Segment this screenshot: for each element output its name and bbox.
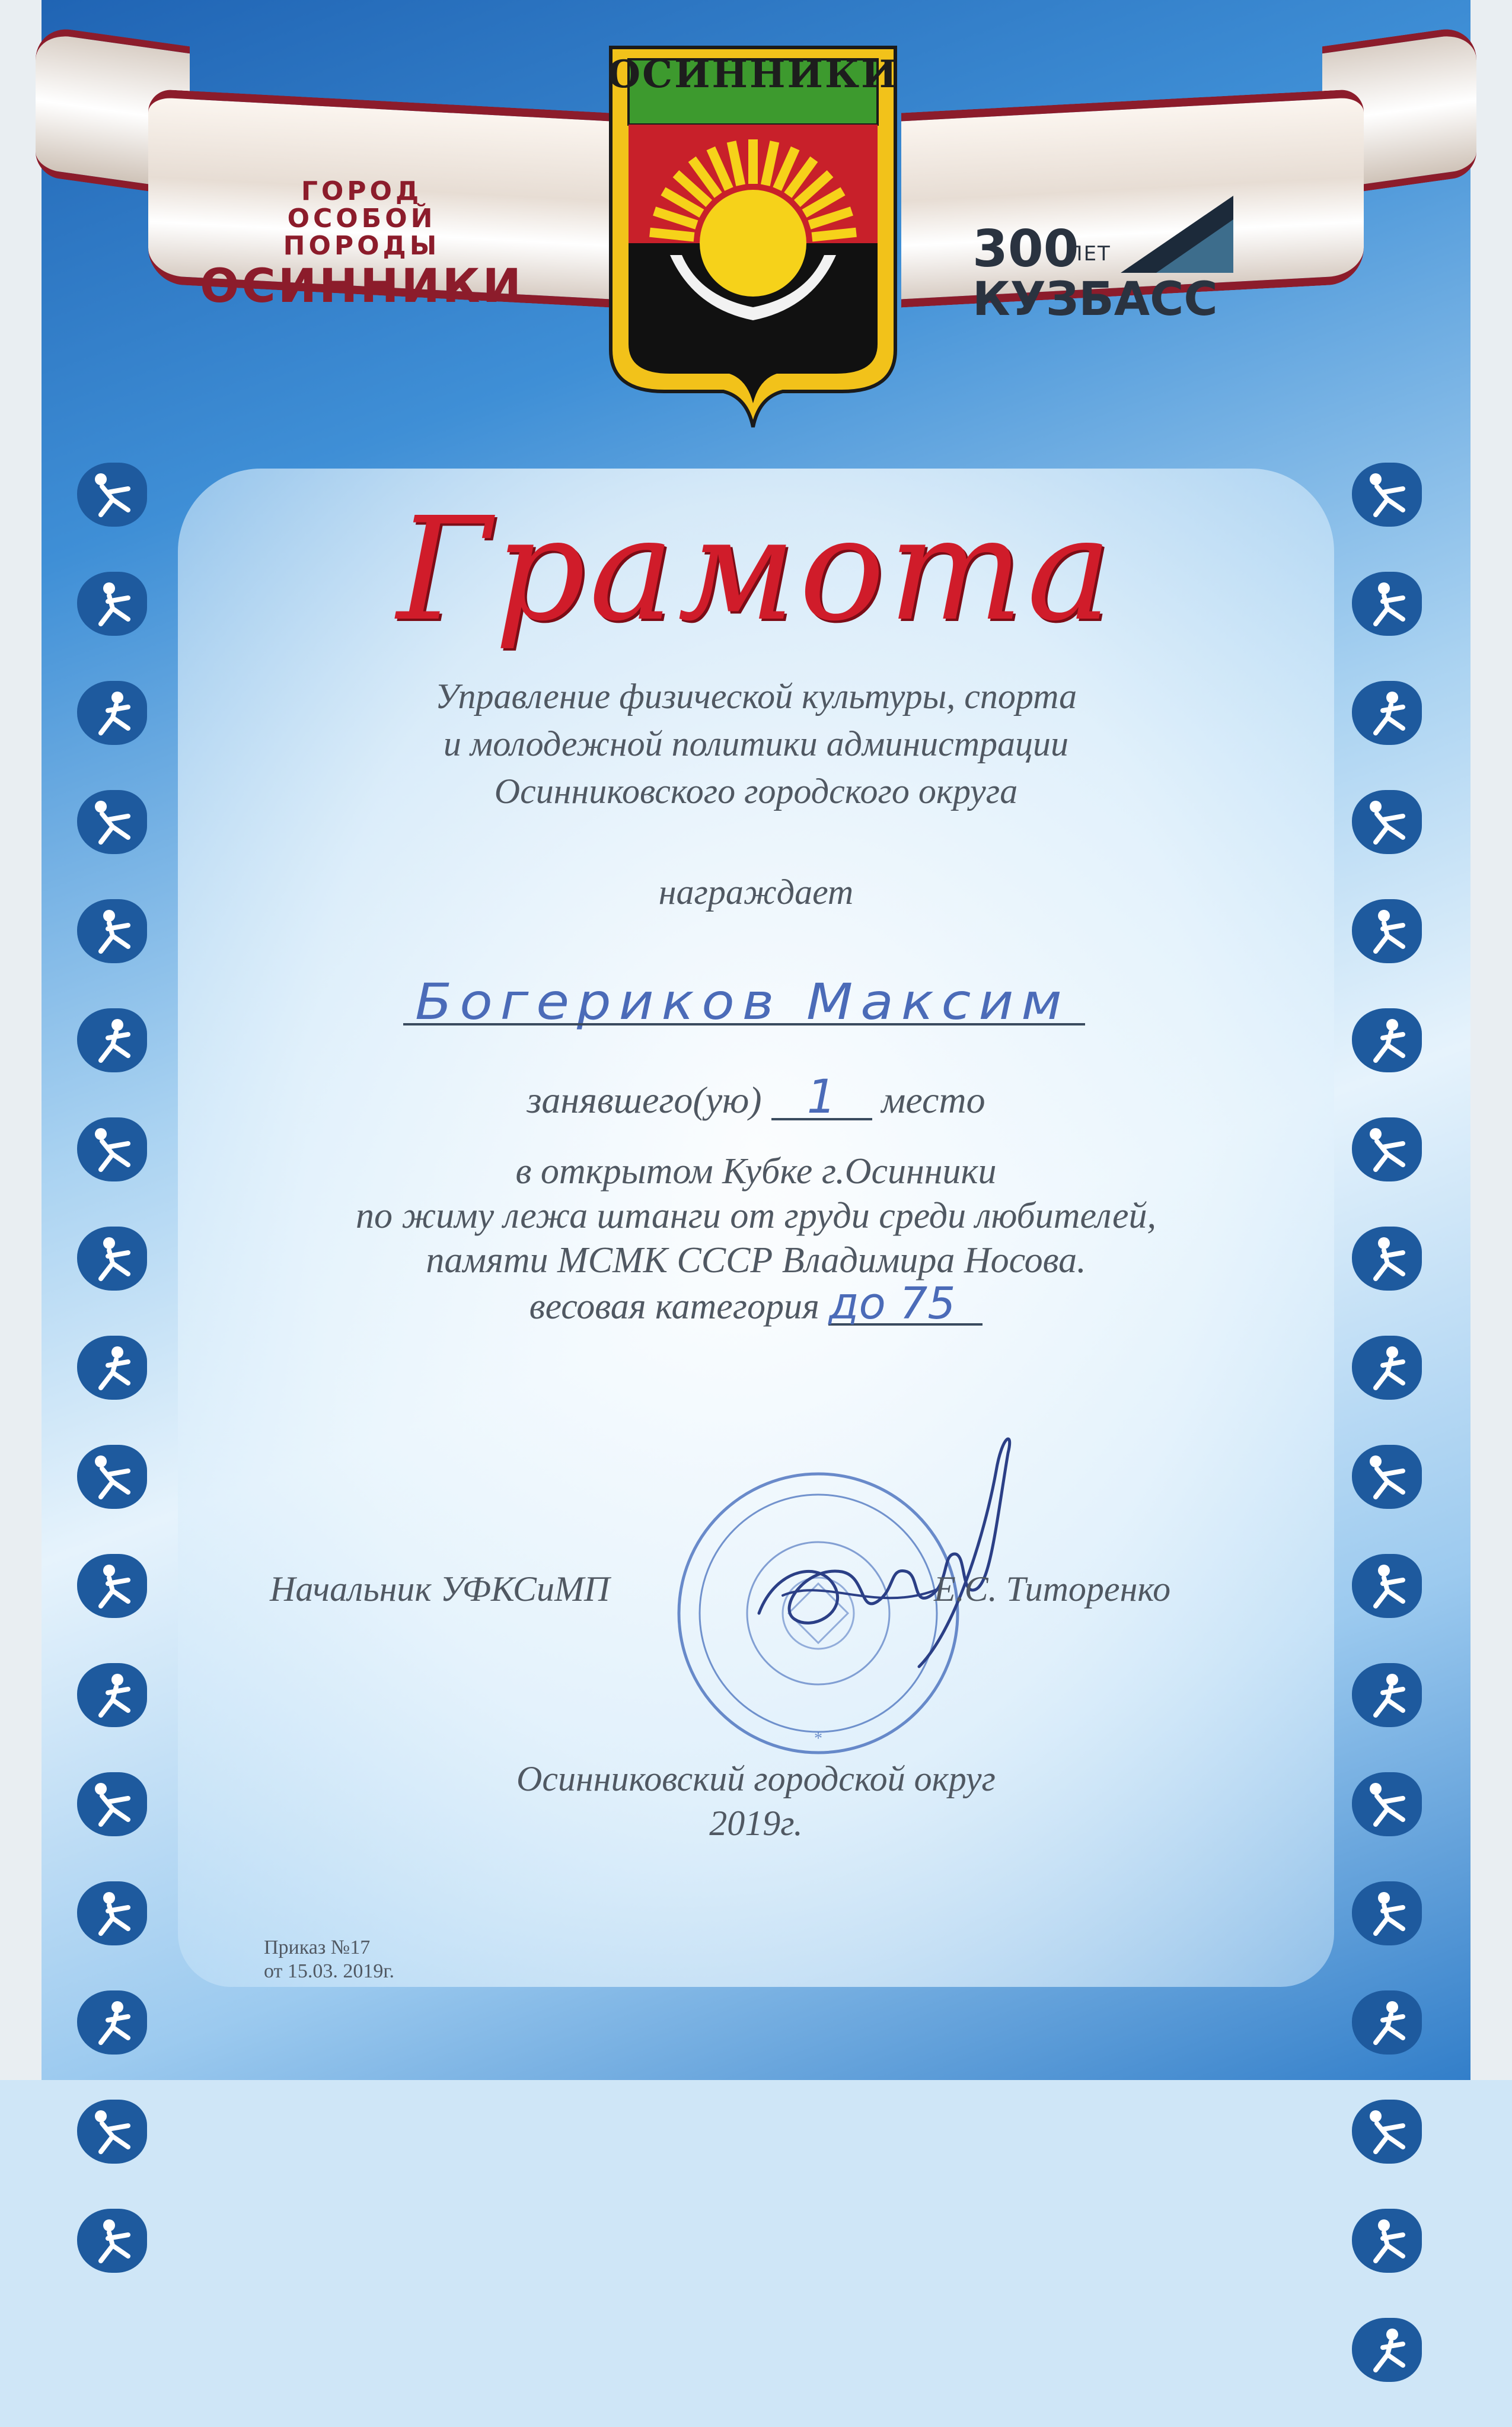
anniversary-years: ЛЕТ <box>1067 242 1111 266</box>
place-value: 1 <box>771 1076 872 1120</box>
footer-place: Осинниковский городской округ <box>516 1759 996 1798</box>
weight-label: весовая категория <box>529 1286 819 1327</box>
kuzbass-300-logo <box>972 196 1233 332</box>
kuzbass-triangle-icon <box>1121 196 1233 273</box>
shot-put-icon <box>1352 1663 1422 1727</box>
place-row <box>0 1071 1512 1124</box>
weight-value: до 75 <box>828 1284 983 1326</box>
coat-of-arms <box>605 42 901 433</box>
slogan-line-1: ГОРОД <box>301 176 423 206</box>
diving-icon <box>1352 1990 1422 2055</box>
rowing-icon <box>77 1008 147 1072</box>
order-date: от 15.03. 2019г. <box>264 1960 395 1982</box>
city-slogan-logo <box>178 178 546 313</box>
archery-icon <box>77 1554 147 1618</box>
slogan-line-2: ОСОБОЙ <box>287 203 436 234</box>
place-prefix: занявшего(ую) <box>527 1079 762 1121</box>
coat-of-arms-title: ОСИННИКИ <box>607 52 899 97</box>
basketball-icon <box>1352 1008 1422 1072</box>
anniversary-number: 300 <box>972 219 1079 279</box>
handwritten-signature <box>741 1418 1026 1702</box>
slogan-line-3: ПОРОДЫ <box>283 231 441 261</box>
awards-word: награждает <box>658 872 854 912</box>
event-line-3: памяти МСМК СССР Владимира Носова. <box>426 1240 1086 1281</box>
event-line-1: в открытом Кубке г.Осинники <box>515 1151 997 1192</box>
coat-of-arms-shield-icon <box>605 42 901 433</box>
signatory-name: Е.С. Титоренко <box>934 1569 1171 1609</box>
issuer-line-3: Осинниковского городского округа <box>494 772 1018 811</box>
table-tennis-icon <box>1352 2100 1422 2164</box>
recipient-underline <box>403 1023 1085 1025</box>
weightlifting-icon <box>1352 1554 1422 1618</box>
volleyball-icon <box>77 1445 147 1509</box>
rhythmic-gymnastics-icon <box>77 2209 147 2273</box>
wrestling-icon <box>77 1663 147 1727</box>
issuer-line-1: Управление физической культуры, спорта <box>435 677 1077 716</box>
pentathlon-icon <box>1352 2209 1422 2273</box>
svg-text:*: * <box>814 1730 822 1748</box>
anniversary-region: КУЗБАСС <box>972 273 1218 326</box>
footer-year: 2019г. <box>709 1804 803 1843</box>
weight-category-row <box>0 1278 1512 1329</box>
certificate-title: Грамота <box>397 486 1115 652</box>
bmx-icon <box>77 2100 147 2164</box>
order-number: Приказ №17 <box>264 1936 371 1958</box>
cycling-track-icon <box>77 1336 147 1400</box>
trampoline-icon <box>1352 2318 1422 2382</box>
slogan-city: ОСИННИКИ <box>200 260 524 313</box>
golf-icon <box>1352 1881 1422 1945</box>
event-line-2: по жиму лежа штанги от груди среди любителей, <box>355 1196 1157 1236</box>
place-suffix: место <box>881 1079 985 1121</box>
signatory-position: Начальник УФКСиМП <box>270 1569 610 1609</box>
cycling-road-icon <box>1352 1336 1422 1400</box>
fencing-lunge-icon <box>1352 1445 1422 1509</box>
issuer-line-2: и молодежной политики администрации <box>443 724 1069 763</box>
tennis-icon <box>77 1990 147 2055</box>
sprint-icon <box>77 1881 147 1945</box>
recipient-name: Богериков Максим <box>415 973 1070 1031</box>
